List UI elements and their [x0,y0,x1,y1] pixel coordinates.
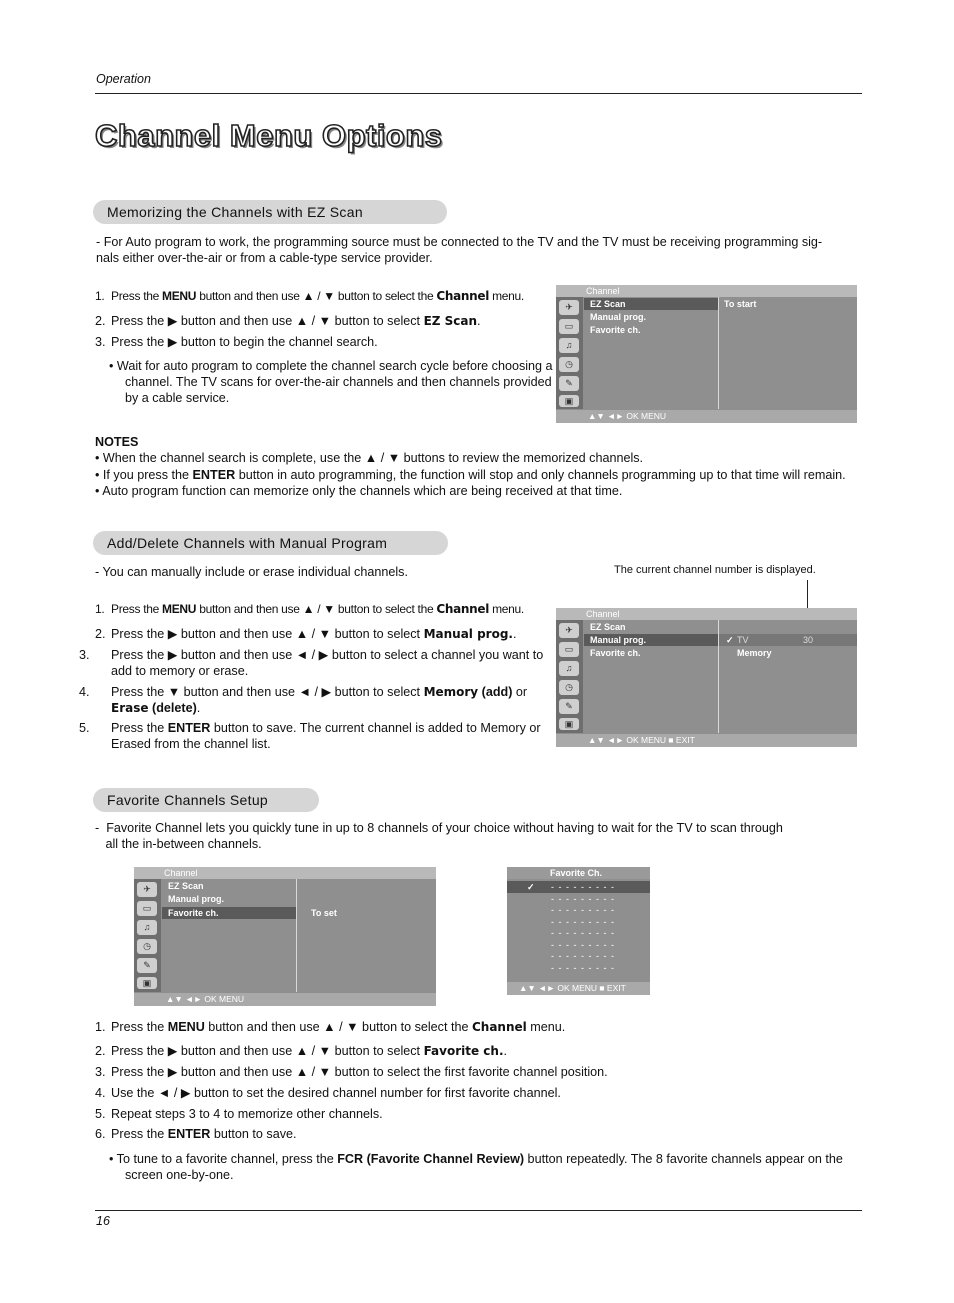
osd-hint: To start [724,299,757,309]
fav-bullet: • To tune to a favorite channel, press the FCR (Favorite Channel Review) button repeatedly. The 8 favorite channels appear on the screen one-by-one. [109,1152,843,1182]
osd-caption: Favorite Ch. [550,868,603,878]
callout-label: The current channel number is displayed. [614,564,816,576]
picture-icon: ▭ [559,642,579,657]
osd-item-favorite-ch: Favorite ch. [590,648,641,658]
osd-tv-label: TV [737,635,749,645]
section-label: Operation [96,72,151,86]
osd-memory: Memory [737,648,772,658]
lock-icon: ▣ [559,718,579,730]
sound-icon: ♫ [137,920,157,935]
osd-channel-ez-scan [556,285,857,423]
osd-item-manual-prog: Manual prog. [590,635,646,645]
notes-title: NOTES [95,435,139,449]
ez-step-2: 2. Press the ▶ button and then use ▲ / ▼ button to select EZ Scan. [95,314,481,328]
section-heading-ez-scan: Memorizing the Channels with EZ Scan [93,200,447,224]
favorite-slot-8: - - - - - - - - - [551,963,615,973]
osd-item-ez-scan: EZ Scan [590,622,626,632]
osd-item-ez-scan: EZ Scan [168,881,204,891]
osd-item-ez-scan: EZ Scan [590,299,626,309]
manual-step-3: 3. Press the ▶ button and then use ◄ / ▶ button to select a channel you want to add to memory or erase. [79,648,544,678]
osd-footer: ▲▼ ◄► OK MENU [134,993,436,1006]
osd-caption: Channel [586,609,620,619]
option-icon: ✎ [137,958,157,973]
ez-step-1: 1. Press the MENU button and then use ▲ / ▼ button to select the Channel menu. [95,289,524,303]
picture-icon: ▭ [137,901,157,916]
osd-footer: ▲▼ ◄► OK MENU [556,410,857,423]
osd-channel-number: 30 [803,635,814,645]
option-icon: ✎ [559,376,579,391]
fav-step-5: 5. Repeat steps 3 to 4 to memorize other channels. [95,1107,383,1121]
check-icon: ✓ [527,882,535,892]
fav-step-4: 4. Use the ◄ / ▶ button to set the desired channel number for first favorite channel. [95,1086,561,1100]
antenna-icon: ✈ [137,882,157,897]
lock-icon: ▣ [559,395,579,407]
favorite-slot-7: - - - - - - - - - [551,951,615,961]
favorite-slot-6: - - - - - - - - - [551,940,615,950]
fav-step-3: 3. Press the ▶ button and then use ▲ / ▼ button to select the first favorite channel position. [95,1065,608,1079]
osd-item-manual-prog: Manual prog. [590,312,646,322]
favorite-intro: - Favorite Channel lets you quickly tune in up to 8 channels of your choice without having to wait for the TV to scan through all the in-between channels. [95,821,783,851]
ez-bullet: • Wait for auto program to complete the channel search cycle before choosing a channel. The TV scans for over-the-air channels and then channels provided by a cable service. [109,359,553,405]
time-icon: ◷ [559,357,579,372]
osd-item-favorite-ch: Favorite ch. [168,908,219,918]
fav-step-6: 6. Press the ENTER button to save. [95,1127,297,1141]
header-rule [95,93,862,94]
osd-favorite-list [507,867,650,995]
osd-icon-bar [556,620,583,733]
note-3: • Auto program function can memorize only the channels which are being received at that time. [95,484,623,498]
manual-step-2: 2. Press the ▶ button and then use ▲ / ▼ button to select Manual prog.. [95,627,517,641]
option-icon: ✎ [559,699,579,714]
page-number: 16 [96,1214,110,1228]
fav-step-2: 2. Press the ▶ button and then use ▲ / ▼ button to select Favorite ch.. [95,1044,508,1058]
osd-item-favorite-ch: Favorite ch. [590,325,641,335]
osd-channel-manual-prog [556,608,857,747]
antenna-icon: ✈ [559,623,579,638]
lock-icon: ▣ [137,977,157,989]
manual-step-5: 5. Press the ENTER button to save. The current channel is added to Memory or Erased from the channel list. [79,721,541,751]
favorite-slot-5: - - - - - - - - - [551,928,615,938]
sound-icon: ♫ [559,338,579,353]
manual-intro: - You can manually include or erase individual channels. [95,565,408,579]
note-2: • If you press the ENTER button in auto programming, the function will stop and only channels programming up to that time will remain. [95,468,846,482]
osd-item-manual-prog: Manual prog. [168,894,224,904]
footer-rule [95,1210,862,1211]
time-icon: ◷ [559,680,579,695]
manual-step-1: 1. Press the MENU button and then use ▲ / ▼ button to select the Channel menu. [95,602,524,616]
osd-hint: To set [311,908,337,918]
osd-caption: Channel [586,286,620,296]
picture-icon: ▭ [559,319,579,334]
manual-step-4: 4. Press the ▼ button and then use ◄ / ▶ button to select Memory (add) or Erase (delete). [79,685,528,715]
ez-scan-intro: - For Auto program to work, the programming source must be connected to the TV and the TV must be receiving programming sig- nals either over-the-air or from a cable-type service provider. [96,235,823,265]
ez-step-3: 3. Press the ▶ button to begin the channel search. [95,335,378,349]
page-title: Channel Menu Options [95,118,443,153]
osd-footer: ▲▼ ◄► OK MENU ■ EXIT [556,734,857,747]
fav-step-1: 1. Press the MENU button and then use ▲ / ▼ button to select the Channel menu. [95,1020,566,1034]
favorite-slot-2: - - - - - - - - - [551,894,615,904]
favorite-slot-1: - - - - - - - - - [551,882,615,892]
sound-icon: ♫ [559,661,579,676]
note-1: • When the channel search is complete, use the ▲ / ▼ buttons to review the memorized channels. [95,451,644,465]
favorite-slot-4: - - - - - - - - - [551,917,615,927]
section-heading-manual-program: Add/Delete Channels with Manual Program [93,531,448,555]
osd-footer: ▲▼ ◄► OK MENU ■ EXIT [507,982,650,995]
time-icon: ◷ [137,939,157,954]
antenna-icon: ✈ [559,300,579,315]
osd-icon-bar [134,879,161,992]
osd-channel-favorite [134,867,436,1006]
check-icon: ✓ [726,635,734,645]
favorite-slot-3: - - - - - - - - - [551,905,615,915]
osd-icon-bar [556,297,583,409]
osd-caption: Channel [164,868,198,878]
section-heading-favorite: Favorite Channels Setup [93,788,319,812]
